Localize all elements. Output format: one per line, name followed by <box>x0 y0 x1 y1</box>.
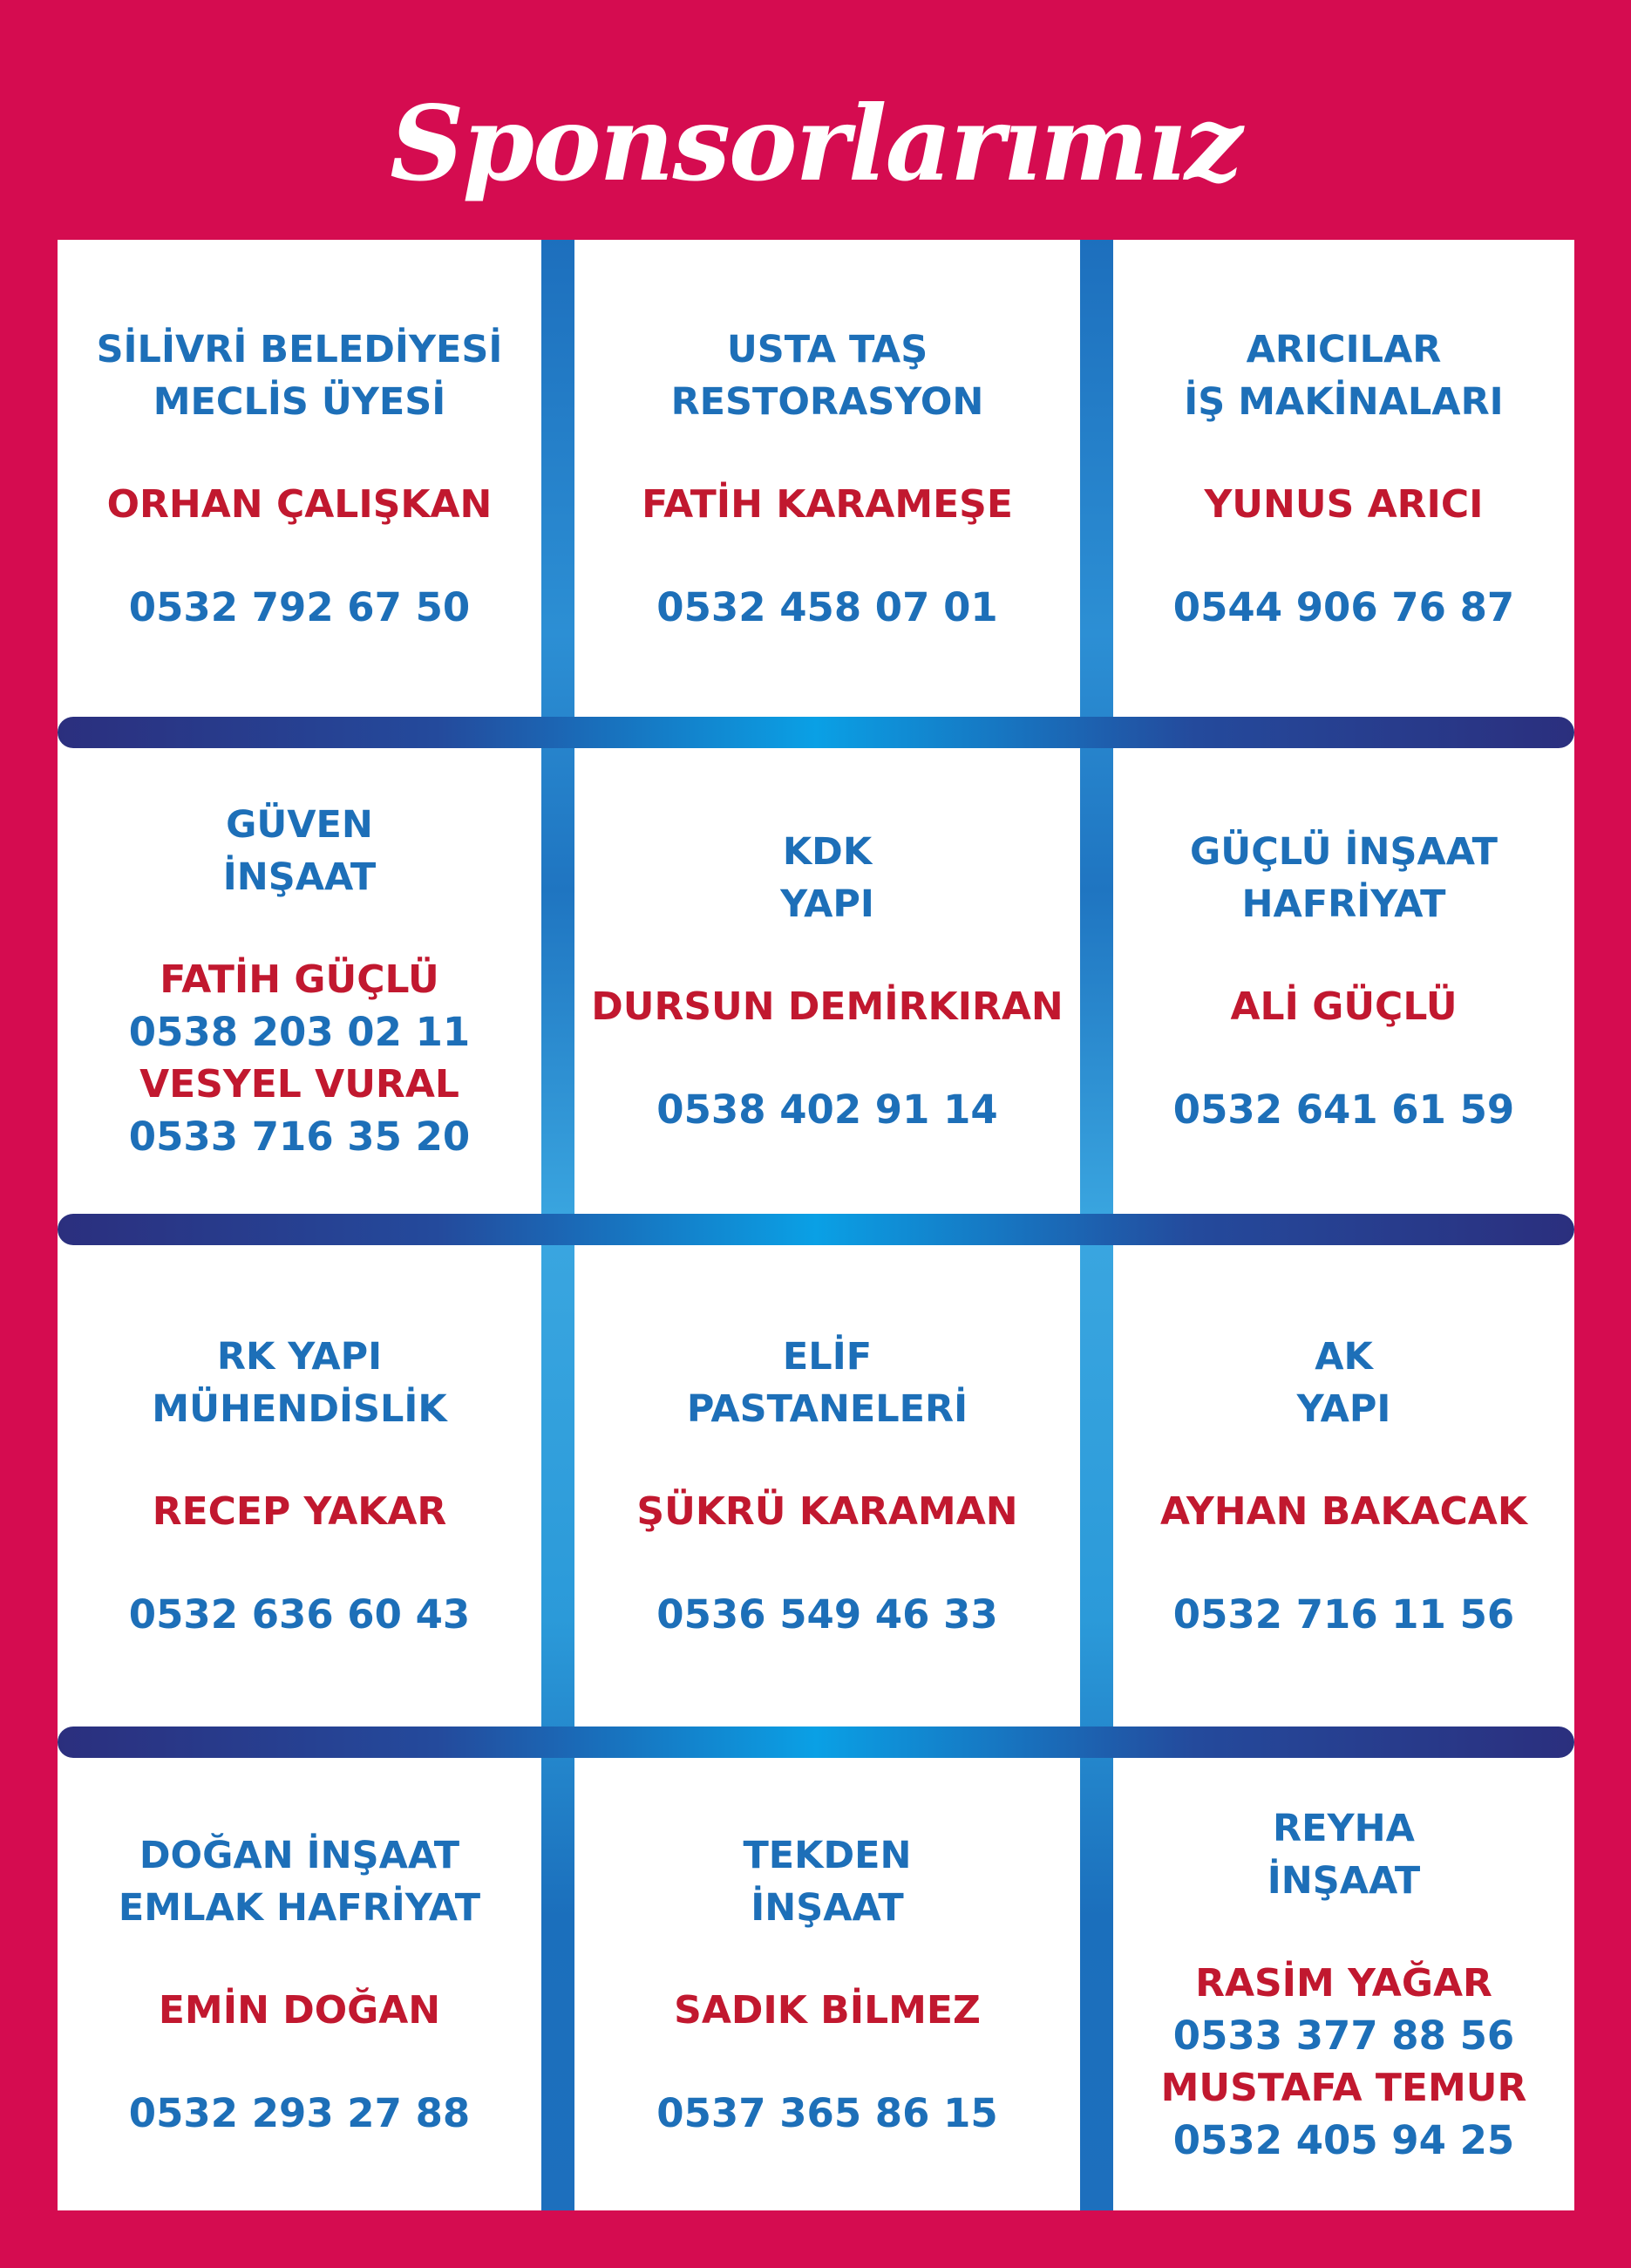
sponsor-card <box>58 1758 541 2210</box>
sponsor-contact-name: ORHAN ÇALIŞKAN <box>106 481 493 527</box>
sponsor-phone-number: 0532 792 67 50 <box>128 583 471 630</box>
sponsor-phone-number: 0538 203 02 11 <box>128 1009 471 1055</box>
sponsor-company-name: MECLİS ÜYESİ <box>153 379 446 424</box>
sponsor-phone-number: 0532 641 61 59 <box>1172 1086 1515 1133</box>
sponsor-card <box>58 748 541 1214</box>
sponsor-company-name: USTA TAŞ <box>726 327 928 371</box>
sponsor-card <box>574 240 1080 717</box>
sponsor-company-name: ELİF <box>782 1335 873 1379</box>
sponsor-phone-number: 0533 377 88 56 <box>1172 2012 1515 2059</box>
sponsor-company-name: SİLİVRİ BELEDİYESİ <box>96 327 503 371</box>
sponsor-company-name: AK <box>1315 1335 1373 1379</box>
sponsor-company-name: KDK <box>782 830 873 874</box>
sponsor-phone-number: 0532 293 27 88 <box>128 2089 471 2136</box>
sponsor-card <box>1113 1245 1574 1727</box>
sponsor-phone-number: 0532 405 94 25 <box>1172 2116 1515 2163</box>
sponsor-contact-name: FATİH GÜÇLÜ <box>160 957 439 1002</box>
sponsor-contact-name: AYHAN BAKACAK <box>1160 1489 1527 1534</box>
sponsor-card <box>574 1758 1080 2210</box>
sponsor-card <box>1113 240 1574 717</box>
sponsor-contact-name: RASİM YAĞAR <box>1195 1960 1492 2006</box>
sponsor-company-name: RESTORASYON <box>670 379 984 424</box>
sponsor-phone-number: 0532 636 60 43 <box>128 1591 471 1638</box>
sponsor-card <box>58 240 541 717</box>
sponsor-company-name: MÜHENDİSLİK <box>152 1387 447 1431</box>
sponsor-company-name: PASTANELERİ <box>686 1387 968 1431</box>
sponsor-contact-name: SADIK BİLMEZ <box>674 1987 981 2033</box>
sponsor-contact-name: YUNUS ARICI <box>1204 481 1484 527</box>
sponsor-company-name: HAFRİYAT <box>1241 882 1446 926</box>
sponsor-contact-name: EMİN DOĞAN <box>158 1987 441 2033</box>
sponsor-card <box>574 748 1080 1214</box>
sponsor-card <box>574 1245 1080 1727</box>
sponsor-contact-name: ŞÜKRÜ KARAMAN <box>636 1489 1018 1534</box>
sponsor-company-name: İNŞAAT <box>1267 1858 1421 1903</box>
sponsor-phone-number: 0533 716 35 20 <box>128 1114 471 1160</box>
sponsor-company-name: İNŞAAT <box>751 1885 904 1930</box>
sponsor-card <box>1113 748 1574 1214</box>
sponsor-company-name: TEKDEN <box>743 1833 912 1877</box>
sponsor-company-name: YAPI <box>1296 1387 1391 1431</box>
sponsor-phone-number: 0532 716 11 56 <box>1172 1591 1515 1638</box>
sponsor-contact-name: RECEP YAKAR <box>152 1489 447 1534</box>
sponsor-company-name: RK YAPI <box>216 1335 383 1379</box>
sponsor-card <box>1113 1758 1574 2210</box>
sponsor-company-name: GÜVEN <box>226 803 373 847</box>
sponsor-contact-name: VESYEL VURAL <box>139 1062 459 1107</box>
grid-divider-horizontal <box>58 1727 1574 1758</box>
sponsor-contact-name: ALİ GÜÇLÜ <box>1230 984 1458 1029</box>
sponsor-company-name: GÜÇLÜ İNŞAAT <box>1189 830 1498 874</box>
sponsor-phone-number: 0536 549 46 33 <box>656 1591 998 1638</box>
sponsor-company-name: DOĞAN İNŞAAT <box>139 1833 460 1877</box>
grid-divider-horizontal <box>58 1214 1574 1245</box>
sponsor-company-name: YAPI <box>780 882 874 926</box>
sponsor-card <box>58 1245 541 1727</box>
sponsor-phone-number: 0532 458 07 01 <box>656 583 998 630</box>
sponsor-grid <box>58 240 1574 2210</box>
sponsor-contact-name: DURSUN DEMİRKIRAN <box>591 984 1064 1029</box>
sponsor-company-name: İNŞAAT <box>222 855 377 899</box>
sponsor-phone-number: 0537 365 86 15 <box>656 2089 998 2136</box>
sponsor-company-name: İŞ MAKİNALARI <box>1184 379 1504 424</box>
sponsor-phone-number: 0538 402 91 14 <box>656 1086 998 1133</box>
page-title: Sponsorlarımız <box>390 83 1241 204</box>
grid-divider-horizontal <box>58 717 1574 748</box>
sponsor-company-name: EMLAK HAFRİYAT <box>118 1885 481 1930</box>
sponsor-company-name: REYHA <box>1273 1806 1415 1850</box>
sponsor-phone-number: 0544 906 76 87 <box>1172 583 1515 630</box>
sponsor-contact-name: MUSTAFA TEMUR <box>1160 2065 1527 2110</box>
sponsor-contact-name: FATİH KARAMEŞE <box>642 481 1013 527</box>
sponsor-company-name: ARICILAR <box>1246 327 1442 371</box>
